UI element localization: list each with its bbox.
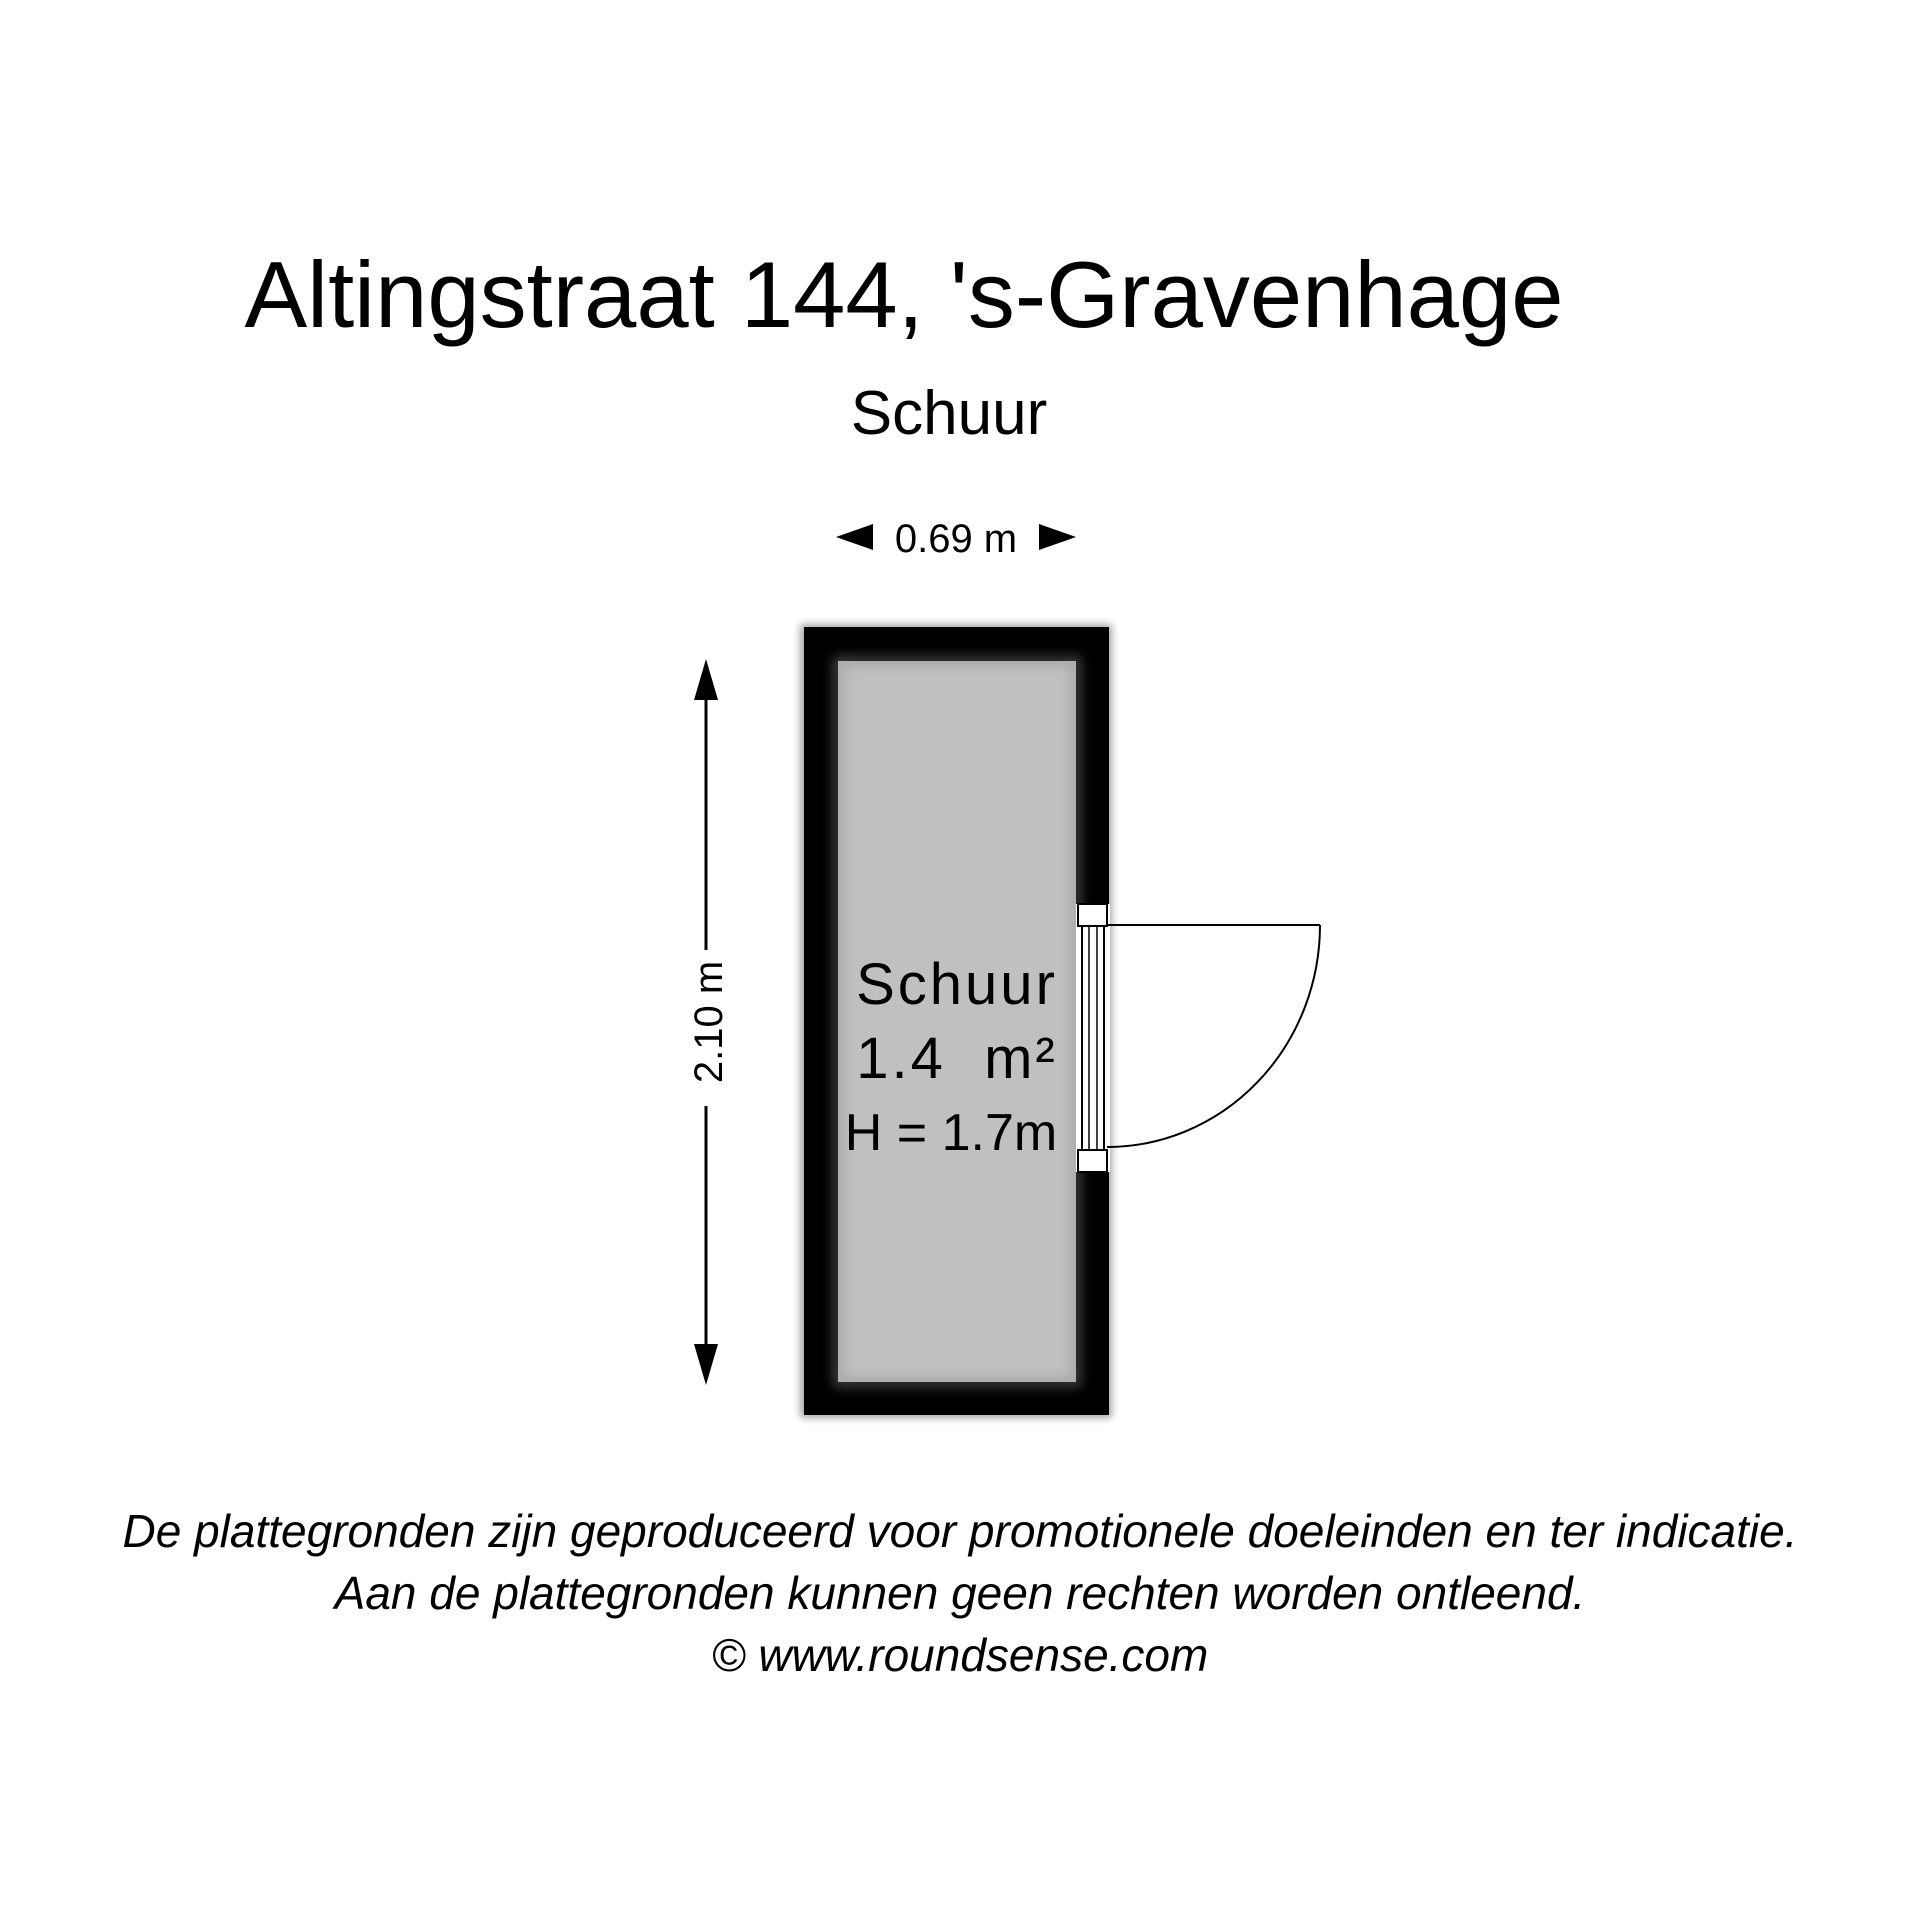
room-floor: [838, 661, 1076, 1382]
up-arrow-icon: [694, 659, 718, 700]
page-title: Altingstraat 144, 's-Gravenhage: [244, 242, 1564, 347]
disclaimer-line-2: Aan de plattegronden kunnen geen rechten worden ontleend.: [334, 1567, 1586, 1619]
floor-name: Schuur: [850, 379, 1048, 448]
door: [1076, 904, 1320, 1172]
door-threshold: [1082, 926, 1104, 1150]
copyright-line: © www.roundsense.com: [711, 1629, 1209, 1681]
door-jamb-top: [1078, 904, 1107, 926]
disclaimer-line-1: De plattegronden zijn geproduceerd voor promotionele doeleinden en ter indicatie.: [122, 1505, 1798, 1557]
room-label: [845, 952, 1058, 1162]
left-arrow-icon: [836, 524, 873, 550]
door-jamb-bottom: [1078, 1150, 1107, 1172]
room-area: 1.4 m²: [856, 1026, 1058, 1091]
door-swing-arc: [1107, 925, 1320, 1147]
width-label: 0.69 m: [894, 517, 1018, 561]
height-label: 2.10 m: [687, 960, 731, 1084]
room-height: H = 1.7m: [844, 1104, 1058, 1162]
right-arrow-icon: [1039, 524, 1076, 550]
height-dimension: [687, 659, 731, 1385]
room-name: Schuur: [856, 952, 1058, 1017]
down-arrow-icon: [694, 1344, 718, 1385]
disclaimer: [0, 1500, 1920, 1686]
room-walls: [800, 624, 1112, 1418]
width-dimension: [836, 517, 1076, 561]
